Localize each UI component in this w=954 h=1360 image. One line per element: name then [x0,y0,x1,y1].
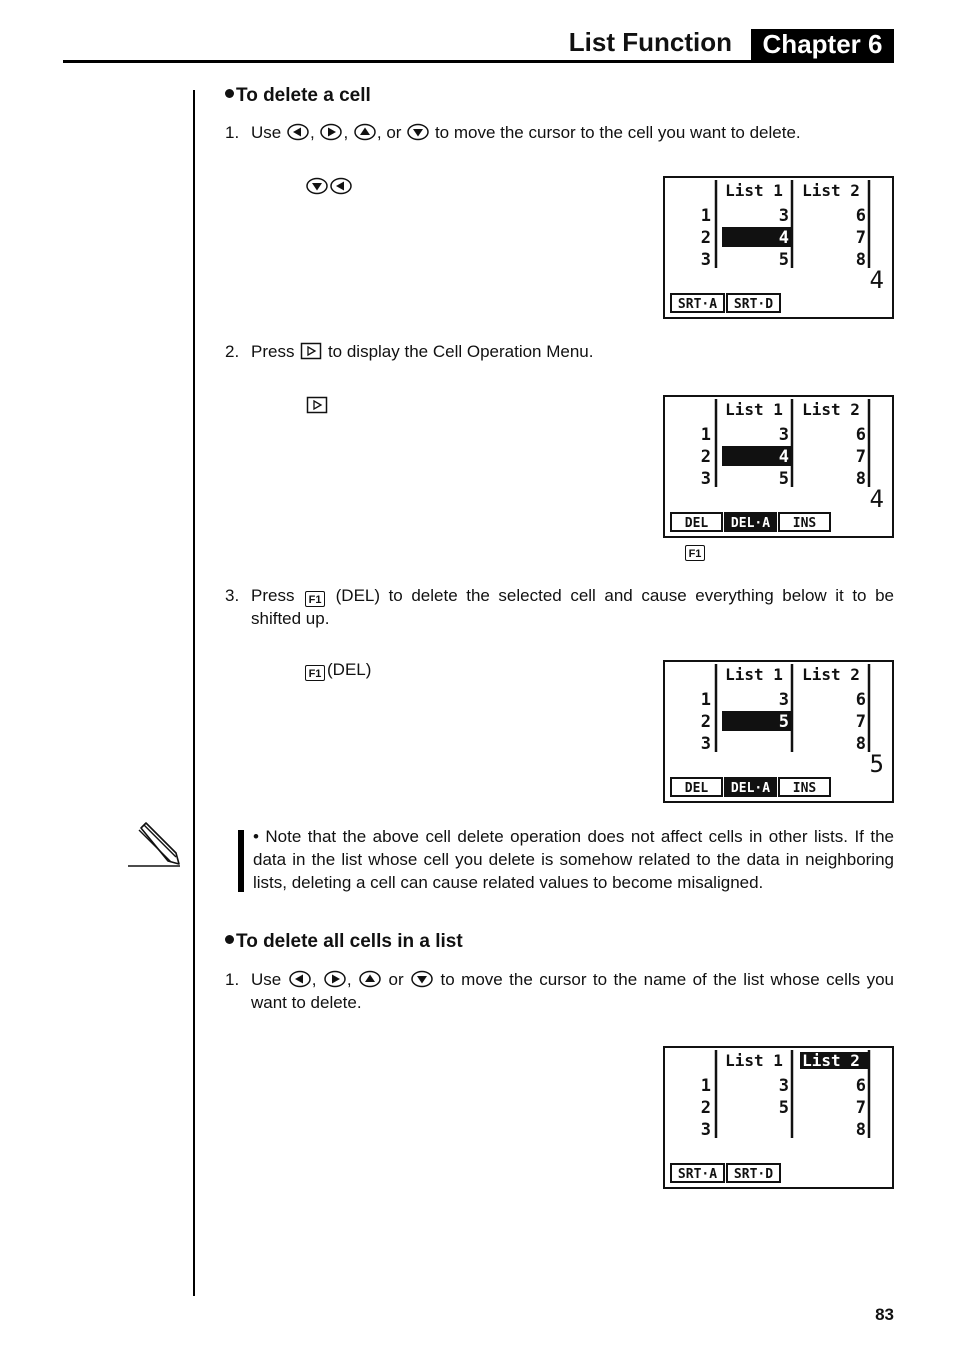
column-header: List 1 [725,665,783,684]
page-number: 83 [875,1305,894,1324]
note-text: • Note that the above cell delete operation does not affect cells in other lists. If the data in the list whose cell you delete is somehow related to the data in neighboring lists, deleting a cell can cause related values to become misaligned. [253,827,894,892]
list1-value: 4 [778,447,789,467]
list1-value: 3 [778,1076,789,1096]
step-text: Press [251,342,295,361]
menu-item: DEL·A [730,516,771,531]
row-number: 2 [700,447,711,467]
step-number: 2. [225,342,240,361]
calculator-screen [663,1046,894,1189]
list2-value: 8 [855,469,866,489]
column-header: List 2 [802,181,860,200]
step-text: Use [251,970,282,989]
menu-item: SRT·D [733,1167,774,1182]
step-3 [225,584,894,630]
step-text: (DEL) to delete the selected cell and cause everything below it to be shifted up. [251,586,894,628]
list2-value: 6 [855,690,866,710]
running-head-title: List Function [568,27,732,57]
calculator-screen [663,660,894,803]
list2-value: 8 [855,734,866,754]
heading-text: To delete a cell [236,85,371,106]
heading-text: To delete all cells in a list [236,931,463,952]
list1-value: 5 [778,1098,789,1118]
row-number: 1 [700,1076,711,1096]
column-header: List 2 [802,665,860,684]
row-number: 1 [700,206,711,226]
list1-value: 5 [778,712,789,732]
step-text: to move the cursor to the cell you want to delete. [434,123,801,142]
right-arrow-key-icon [306,396,328,414]
list1-value: 3 [778,690,789,710]
bullet-icon [225,935,234,944]
list1-value: 4 [778,228,789,248]
margin-rule [193,90,195,1296]
cursor-up-key-icon [359,970,381,988]
row-number: 2 [700,712,711,732]
separator: , or [376,123,402,142]
list2-value: 7 [855,447,866,467]
menu-item: DEL·A [730,781,771,796]
step-text: to move the cursor to the name of the list whose cells you want to delete. [251,970,894,1012]
cursor-right-key-icon [324,970,346,988]
calculator-screen [663,176,894,319]
menu-item: SRT·D [733,297,774,312]
column-header: List 1 [725,181,783,200]
step-1-list [225,968,894,1014]
column-header: List 1 [725,1051,783,1070]
list2-value: 7 [855,1098,866,1118]
row-number: 2 [700,228,711,248]
list2-value: 8 [855,250,866,270]
note-bar [238,830,244,892]
key-caption: (DEL) [327,660,372,679]
cursor-up-key-icon [354,123,376,141]
menu-item: SRT·A [677,1167,718,1182]
row-number: 1 [700,690,711,710]
row-number: 3 [700,1120,711,1140]
calculator-screen [663,395,894,538]
separator: , [311,970,317,989]
cursor-right-key-icon [320,123,342,141]
step-number: 1. [225,123,240,142]
menu-item: INS [792,781,817,796]
list1-value: 3 [778,425,789,445]
cursor-left-key-icon [287,123,309,141]
key-sequence-down-left [305,177,353,197]
step-1 [225,121,894,144]
separator: , [309,123,315,142]
step-2 [225,340,894,363]
step-text: to display the Cell Operation Menu. [327,342,594,361]
f1-key-icon: F1 [305,591,325,607]
entry-value: 4 [869,485,884,513]
menu-item: INS [792,516,817,531]
step-number: 1. [225,970,240,989]
row-number: 3 [700,734,711,754]
pencil-note-icon [126,820,182,870]
section-heading-delete-all-cells [225,931,463,953]
section-heading-delete-cell [225,85,371,107]
cursor-down-key-icon [411,970,433,988]
list2-value: 7 [855,712,866,732]
bullet-icon [225,89,234,98]
cursor-left-key-icon [289,970,311,988]
cursor-down-key-icon [306,177,328,195]
list1-value: 5 [778,469,789,489]
row-number: 1 [700,425,711,445]
right-arrow-key-icon [300,342,322,360]
step-number: 3. [225,586,240,605]
cursor-left-key-icon [330,177,352,195]
list2-value: 7 [855,228,866,248]
column-header: List 2 [802,400,860,419]
separator: or [388,970,404,989]
menu-item: DEL [684,516,709,531]
key-sequence-f1-del [305,658,371,681]
list2-value: 6 [855,206,866,226]
key-sequence-right [305,396,329,416]
row-number: 3 [700,469,711,489]
f1-key-icon: F1 [305,665,325,681]
separator: , [346,970,352,989]
list1-value: 3 [778,206,789,226]
entry-value: 4 [869,266,884,294]
row-number: 3 [700,250,711,270]
list2-value: 6 [855,1076,866,1096]
cursor-down-key-icon [407,123,429,141]
menu-item: DEL [684,781,709,796]
entry-value: 5 [869,750,884,778]
separator: , [343,123,349,142]
step-text: Use [251,123,282,142]
list1-value: 5 [778,250,789,270]
header-rule [63,60,894,63]
f1-key-icon: F1 [685,545,705,561]
step-text: Press [251,586,295,605]
list2-value: 8 [855,1120,866,1140]
column-header: List 2 [802,1051,860,1070]
list2-value: 6 [855,425,866,445]
menu-item: SRT·A [677,297,718,312]
chapter-label: Chapter 6 [751,29,894,61]
row-number: 2 [700,1098,711,1118]
column-header: List 1 [725,400,783,419]
